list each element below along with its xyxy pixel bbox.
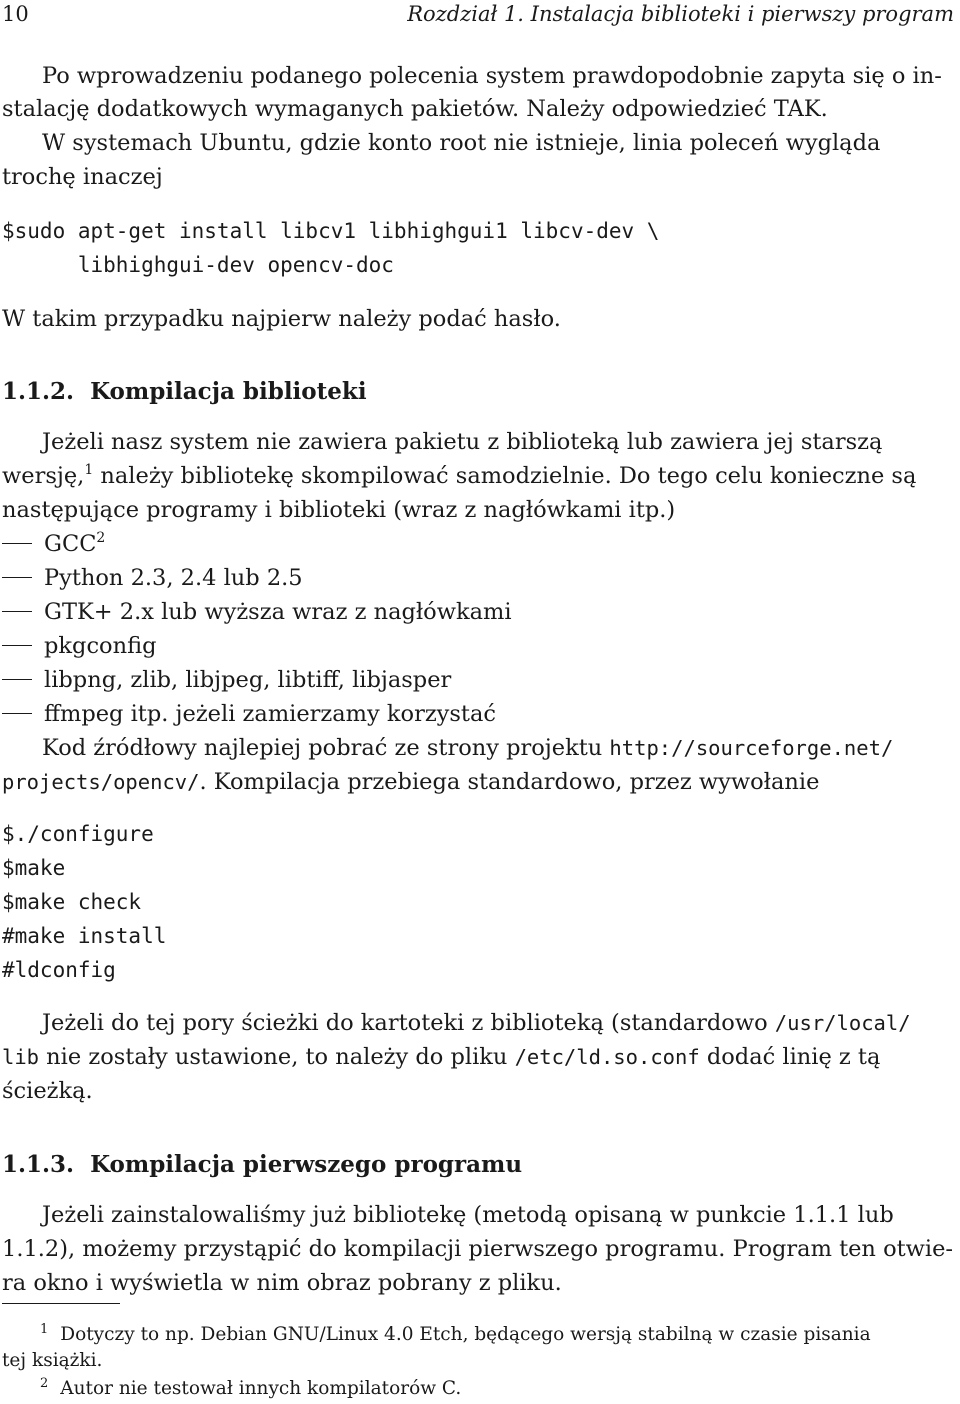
- paragraph-line: [2, 1042, 880, 1072]
- dash-bullet: [2, 611, 32, 612]
- list-item-text: Python 2.3, 2.4 lub 2.5: [44, 565, 303, 591]
- paragraph-line: [42, 1008, 911, 1038]
- section-title: Kompilacja pierwszego programu: [90, 1151, 523, 1178]
- chapter-title: Rozdział 1. Instalacja biblioteki i pierwszy program: [407, 2, 954, 26]
- dash-bullet: [2, 713, 32, 714]
- paragraph-line: [42, 733, 893, 763]
- paragraph-line: następujące programy i biblioteki (wraz z nagłówkami itp.): [2, 497, 676, 523]
- code-line: #make install: [2, 924, 167, 948]
- list-item: [2, 665, 451, 695]
- footnote-mark: 1: [40, 1322, 49, 1337]
- footnote-text: Autor nie testował innych kompilatorów C.: [60, 1378, 462, 1399]
- section-heading: [2, 1150, 522, 1180]
- footnote: [40, 1376, 461, 1402]
- paragraph-line: W systemach Ubuntu, gdzie konto root nie istnieje, linia poleceń wygląda: [42, 130, 881, 156]
- text-span: Kod źródłowy najlepiej pobrać ze strony projektu: [42, 735, 610, 761]
- section-number: 1.1.2.: [2, 378, 75, 405]
- paragraph-line: Jeżeli zainstalowaliśmy już bibliotekę (metodą opisaną w punkcie 1.1.1 lub: [42, 1202, 894, 1228]
- section-title: Kompilacja biblioteki: [90, 378, 367, 405]
- code-line: libhighgui-dev opencv-doc: [2, 253, 394, 277]
- paragraph-line: ścieżką.: [2, 1078, 93, 1104]
- paragraph-line: Po wprowadzeniu podanego polecenia system prawdopodobnie zapyta się o in-: [42, 63, 942, 89]
- paragraph-line: 1.1.2), możemy przystąpić do kompilacji pierwszego programu. Program ten otwie-: [2, 1236, 954, 1262]
- footnote-ref: 2: [96, 530, 106, 546]
- footnote-ref: 1: [84, 462, 94, 478]
- paragraph-line: Jeżeli nasz system nie zawiera pakietu z biblioteką lub zawiera jej starszą: [42, 429, 883, 455]
- url-link[interactable]: projects/opencv/: [2, 770, 200, 794]
- text-span: . Kompilacja przebiega standardowo, przez wywołanie: [199, 769, 820, 795]
- text-span: nie zostały ustawione, to należy do pliku: [39, 1044, 515, 1070]
- list-item-text: pkgconfig: [44, 633, 157, 659]
- list-item: [2, 563, 303, 593]
- footnote-mark: 2: [40, 1376, 49, 1391]
- footnote-rule: [2, 1303, 120, 1304]
- paragraph-line: [2, 461, 916, 491]
- paragraph-line: trochę inaczej: [2, 164, 163, 190]
- list-item: [2, 597, 512, 627]
- paragraph-line: [2, 767, 819, 797]
- code-line: $make: [2, 856, 66, 880]
- section-number: 1.1.3.: [2, 1151, 75, 1178]
- url-link[interactable]: http://sourceforge.net/: [609, 736, 894, 760]
- list-item-text: libpng, zlib, libjpeg, libtiff, libjasper: [44, 667, 452, 693]
- list-item-text: ffmpeg itp. jeżeli zamierzamy korzystać: [44, 701, 496, 727]
- code-line: $./configure: [2, 822, 154, 846]
- paragraph-line: ra okno i wyświetla w nim obraz pobrany z pliku.: [2, 1270, 562, 1296]
- text-span: dodać linię z tą: [699, 1044, 881, 1070]
- text-span: wersję,: [2, 463, 85, 489]
- code-line: $make check: [2, 890, 142, 914]
- list-item-text: GCC: [44, 531, 97, 557]
- page-number: 10: [2, 2, 29, 26]
- dash-bullet: [2, 543, 32, 544]
- list-item: [2, 631, 157, 661]
- dash-bullet: [2, 645, 32, 646]
- path-text: lib: [2, 1045, 40, 1069]
- dash-bullet: [2, 577, 32, 578]
- section-heading: [2, 377, 367, 407]
- paragraph-line: stalację dodatkowych wymaganych pakietów. Należy odpowiedzieć TAK.: [2, 96, 828, 122]
- dash-bullet: [2, 679, 32, 680]
- text-span: należy bibliotekę skompilować samodzielnie. Do tego celu konieczne są: [93, 463, 917, 489]
- list-item: [2, 699, 496, 729]
- running-header: [2, 0, 954, 30]
- list-item: [2, 529, 105, 559]
- text-span: Jeżeli do tej pory ścieżki do kartoteki z biblioteką (standardowo: [42, 1010, 775, 1036]
- code-line: #ldconfig: [2, 958, 116, 982]
- path-text: /etc/ld.so.conf: [514, 1045, 700, 1069]
- footnote-text: Dotyczy to np. Debian GNU/Linux 4.0 Etch, będącego wersją stabilną w czasie pisania: [60, 1324, 871, 1345]
- footnote-continuation: tej książki.: [2, 1350, 103, 1371]
- list-item-text: GTK+ 2.x lub wyższa wraz z nagłówkami: [44, 599, 512, 625]
- path-text: /usr/local/: [774, 1011, 911, 1035]
- paragraph-line: W takim przypadku najpierw należy podać hasło.: [2, 306, 561, 332]
- footnote: [40, 1322, 871, 1348]
- code-line: $sudo apt-get install libcv1 libhighgui1 libcv-dev \: [2, 219, 660, 243]
